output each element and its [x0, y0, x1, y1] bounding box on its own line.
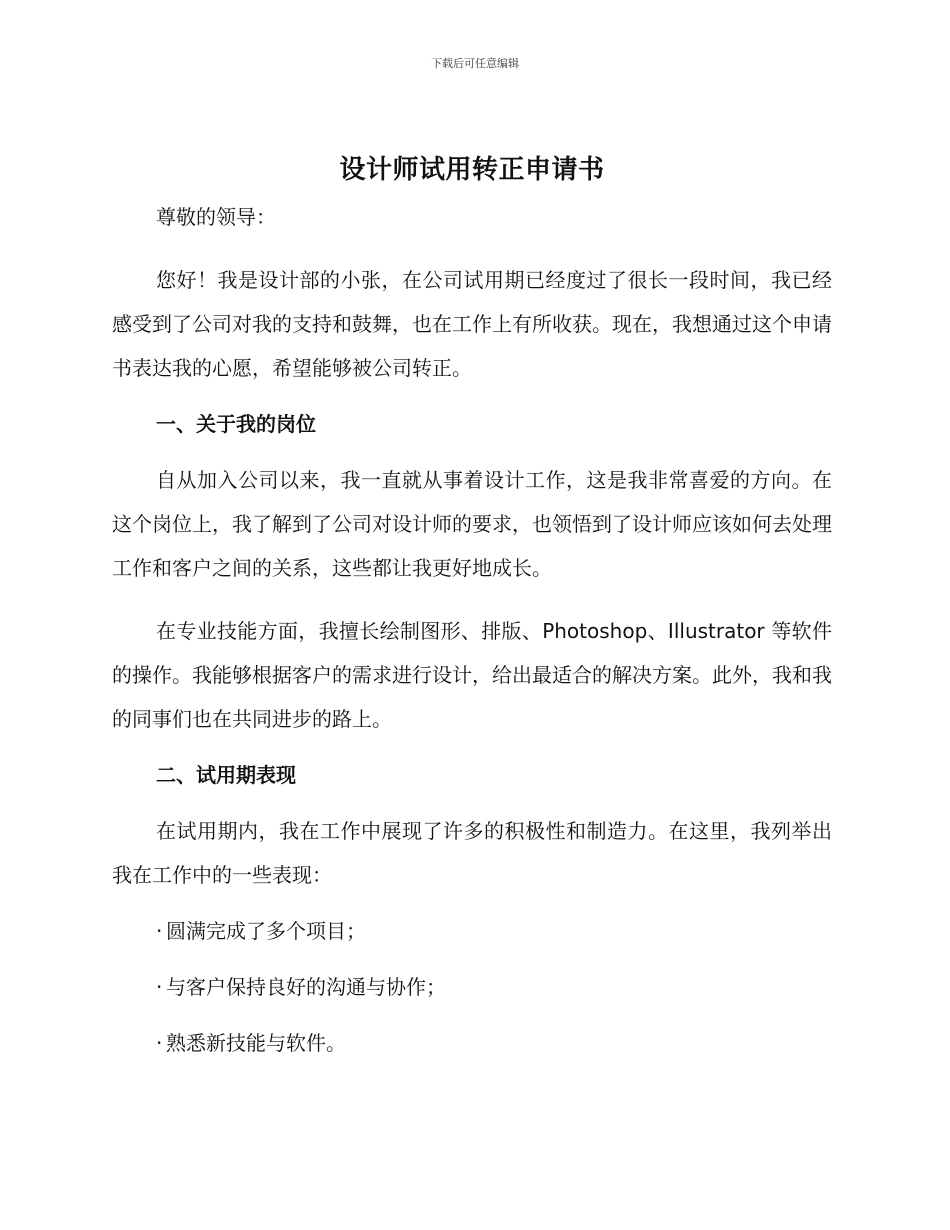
section-heading-performance: 二、试用期表现 [156, 763, 296, 787]
list-item-text: 圆满完成了多个项目； [166, 919, 366, 943]
list-item [112, 1028, 832, 1058]
salutation: 尊敬的领导： [156, 205, 276, 229]
bullet-icon: · [156, 1031, 163, 1055]
position-paragraph: 自从加入公司以来，我一直就从事着设计工作，这是我非常喜爱的方向。在这个岗位上，我了解到了公司对设计师的要求，也领悟到了设计师应该如何去处理工作和客户之间的关系，这些都让我更好地成长。 [112, 468, 832, 580]
list-item-text: 熟悉新技能与软件。 [166, 1031, 346, 1055]
list-item-text: 与客户保持良好的沟通与协作； [166, 975, 446, 999]
list-item [112, 972, 832, 1002]
section-heading-position: 一、关于我的岗位 [156, 412, 316, 436]
intro-paragraph: 您好！我是设计部的小张，在公司试用期已经度过了很长一段时间，我已经感受到了公司对我的支持和鼓舞，也在工作上有所收获。现在，我想通过这个申请书表达我的心愿，希望能够被公司转正。 [112, 268, 832, 380]
document-title: 设计师试用转正申请书 [339, 155, 605, 185]
performance-paragraph: 在试用期内，我在工作中展现了许多的积极性和制造力。在这里，我列举出我在工作中的一些表现： [112, 819, 832, 887]
bullet-icon: · [156, 919, 163, 943]
performance-list [112, 916, 832, 1058]
skills-paragraph: 在专业技能方面，我擅长绘制图形、排版、Photoshop、Illustrator 等软件的操作。我能够根据客户的需求进行设计，给出最适合的解决方案。此外，我和我的同事们也在共同进步的路上。 [112, 619, 832, 731]
document-body [112, 150, 832, 1084]
header-note: 下载后可任意编辑 [431, 57, 519, 70]
bullet-icon: · [156, 975, 163, 999]
list-item [112, 916, 832, 946]
